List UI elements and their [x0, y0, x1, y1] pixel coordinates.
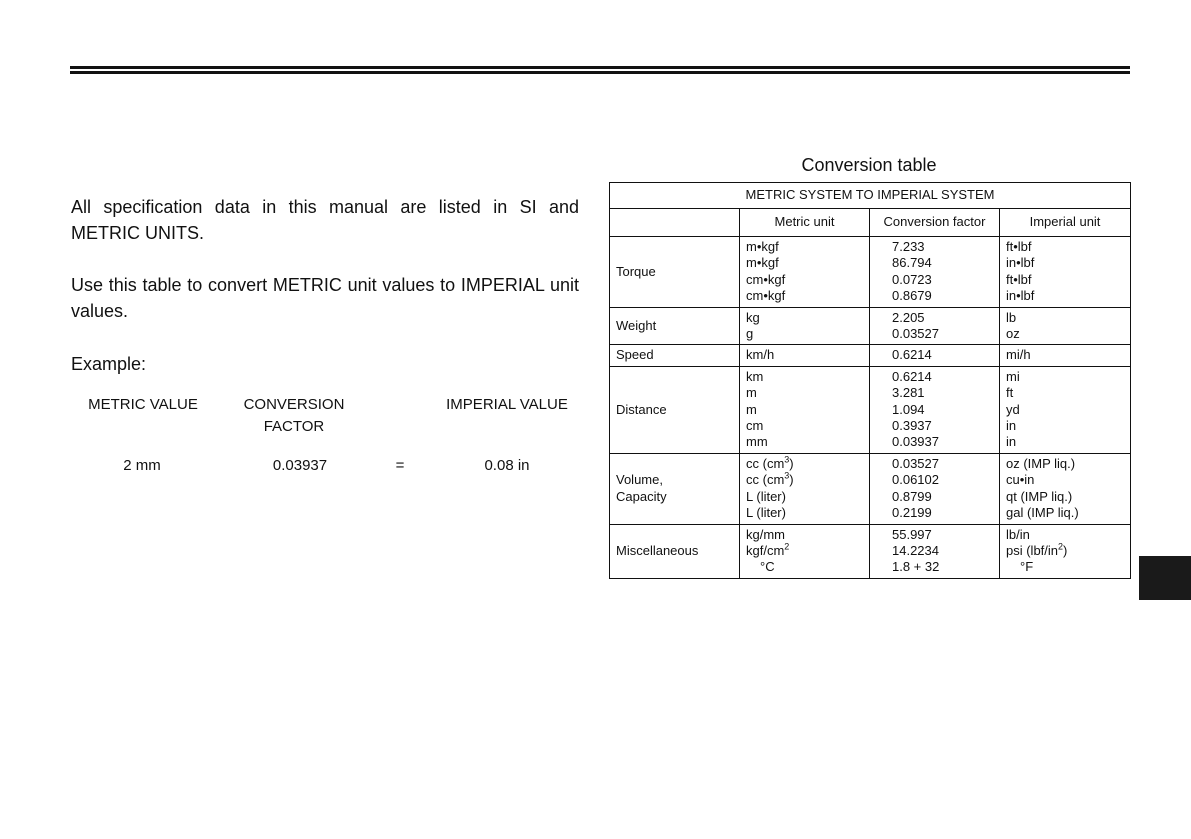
example-label: Example:: [71, 354, 147, 374]
conversion-factor: 55.997: [892, 526, 932, 542]
metric-unit: cm•kgf: [746, 271, 786, 287]
conversion-factors-cell: [870, 524, 1000, 578]
imperial-unit: psi $(lbf/in^2)$: [1006, 541, 1068, 558]
imperial-units-cell: [1000, 524, 1131, 578]
metric-unit: cc $(cm^3)$: [746, 454, 794, 471]
quantity-label: [610, 237, 740, 308]
quantity-label-line: Speed: [616, 347, 654, 363]
example-factor-header-line1: CONVERSION: [243, 396, 345, 413]
conversion-table-caption: Conversion table: [801, 155, 937, 175]
imperial-units-cell: [1000, 237, 1131, 308]
conversion-factor: 0.03527: [892, 326, 939, 342]
conversion-factor: 0.06102: [892, 472, 939, 488]
metric-unit: km/h: [746, 347, 775, 363]
quantity-label-line: Volume,: [616, 472, 663, 488]
metric-unit: cm: [746, 418, 764, 434]
table-row: [610, 366, 1131, 453]
quantity-label-line: Weight: [616, 317, 657, 333]
conversion-factor: 7.233: [892, 239, 925, 254]
imperial-units-cell: [1000, 345, 1131, 366]
metric-unit: g: [746, 326, 754, 342]
imperial-unit: oz (IMP liq.): [1006, 455, 1076, 471]
conversion-factor: 0.6214: [892, 347, 932, 363]
intro-paragraph-usage: Use this table to convert METRIC unit values to IMPERIAL unit values.: [71, 275, 579, 321]
header-rule-bottom: [70, 71, 1130, 74]
table-header-blank: [610, 209, 740, 237]
header-rule-top: [70, 66, 1130, 69]
metric-unit: kg: [746, 309, 760, 325]
imperial-unit: ft•lbf: [1006, 271, 1032, 287]
imperial-unit: mi: [1006, 368, 1020, 384]
imperial-units-cell: [1000, 366, 1131, 453]
conversion-factor: 0.2199: [892, 505, 932, 521]
table-row: [610, 524, 1131, 578]
quantity-label: [610, 453, 740, 524]
metric-units-cell: [740, 366, 870, 453]
quantity-label-line: Distance: [616, 401, 667, 417]
quantity-label: [610, 345, 740, 366]
metric-units-cell: [740, 524, 870, 578]
example-metric-value: 2 mm: [123, 457, 161, 474]
metric-units-cell: [740, 307, 870, 345]
table-row: [610, 453, 1131, 524]
metric-units-cell: [740, 237, 870, 308]
example-factor-header: [222, 394, 366, 438]
metric-unit: m•kgf: [746, 239, 779, 254]
table-banner: METRIC SYSTEM TO IMPERIAL SYSTEM: [610, 183, 1131, 209]
imperial-unit: ft•lbf: [1006, 239, 1032, 254]
example-factor-value: 0.03937: [272, 457, 328, 474]
imperial-unit: oz: [1006, 326, 1020, 342]
conversion-factor: 14.2234: [892, 542, 939, 558]
imperial-unit: in: [1006, 434, 1017, 450]
column-header-metric-unit: Metric unit: [740, 209, 870, 237]
imperial-unit: yd: [1006, 401, 1020, 417]
imperial-unit: in: [1006, 418, 1017, 434]
imperial-unit: mi/h: [1006, 347, 1031, 363]
conversion-factor: 0.8679: [892, 288, 932, 304]
metric-unit: km: [746, 368, 764, 384]
conversion-table: [609, 182, 1131, 579]
metric-unit: kg/mm: [746, 526, 785, 542]
metric-units-cell: [740, 453, 870, 524]
conversion-factor: 0.8799: [892, 488, 932, 504]
example-metric-header: METRIC VALUE: [88, 396, 198, 413]
metric-unit: cc $(cm^3)$: [746, 470, 794, 488]
imperial-unit: cu•in: [1006, 472, 1035, 488]
quantity-label-line: Capacity: [616, 488, 667, 504]
table-row: [610, 307, 1131, 345]
conversion-factors-cell: [870, 453, 1000, 524]
quantity-label-line: Torque: [616, 263, 656, 279]
table-row: [610, 345, 1131, 366]
quantity-label: [610, 307, 740, 345]
conversion-factor: 0.3937: [892, 418, 932, 434]
metric-unit: °C: [760, 559, 775, 575]
metric-unit: m: [746, 401, 757, 417]
conversion-factors-cell: [870, 237, 1000, 308]
metric-unit: L (liter): [746, 505, 786, 521]
conversion-factor: 1.094: [892, 401, 925, 417]
conversion-factor: 86.794: [892, 255, 932, 271]
example-equals-sign: =: [395, 457, 405, 474]
imperial-unit: ft: [1006, 385, 1014, 401]
conversion-factors-cell: [870, 345, 1000, 366]
metric-unit: m: [746, 385, 757, 401]
example-factor-header-line2: FACTOR: [263, 418, 325, 435]
table-row: [610, 237, 1131, 308]
conversion-factor: 0.0723: [892, 271, 932, 287]
conversion-factor: 0.03527: [892, 455, 939, 471]
metric-unit: kgf/$cm^2$: [746, 541, 790, 558]
section-tab-marker: [1139, 556, 1191, 600]
conversion-factor: 1.8 + 32: [892, 559, 940, 575]
conversion-factor: 3.281: [892, 385, 925, 401]
imperial-unit: qt (IMP liq.): [1006, 488, 1073, 504]
column-header-conversion-factor: Conversion factor: [870, 209, 1000, 237]
imperial-unit: gal (IMP liq.): [1006, 505, 1079, 521]
conversion-factor: 0.03937: [892, 434, 939, 450]
conversion-factors-cell: [870, 307, 1000, 345]
metric-units-cell: [740, 345, 870, 366]
imperial-units-cell: [1000, 307, 1131, 345]
metric-unit: L (liter): [746, 488, 786, 504]
example-imperial-value: 0.08 in: [484, 457, 530, 474]
imperial-unit: lb: [1006, 309, 1017, 325]
conversion-factor: 2.205: [892, 309, 925, 325]
quantity-label: [610, 524, 740, 578]
conversion-factor: 0.6214: [892, 368, 932, 384]
imperial-unit: lb/in: [1006, 526, 1030, 542]
intro-paragraph-si: All specification data in this manual are listed in SI and METRIC UNITS.: [71, 197, 579, 243]
table-header-row: [610, 209, 1131, 237]
column-header-imperial-unit: Imperial unit: [1000, 209, 1131, 237]
metric-unit: cm•kgf: [746, 288, 786, 304]
example-imperial-header: IMPERIAL VALUE: [446, 396, 568, 413]
imperial-unit: °F: [1020, 559, 1034, 575]
quantity-label-line: Miscellaneous: [616, 542, 699, 558]
table-banner-row: [610, 183, 1131, 209]
conversion-factors-cell: [870, 366, 1000, 453]
imperial-unit: in•lbf: [1006, 255, 1035, 271]
metric-unit: mm: [746, 434, 768, 450]
imperial-unit: in•lbf: [1006, 288, 1035, 304]
metric-unit: m•kgf: [746, 255, 779, 271]
imperial-units-cell: [1000, 453, 1131, 524]
quantity-label: [610, 366, 740, 453]
conversion-table-body: [610, 183, 1131, 579]
